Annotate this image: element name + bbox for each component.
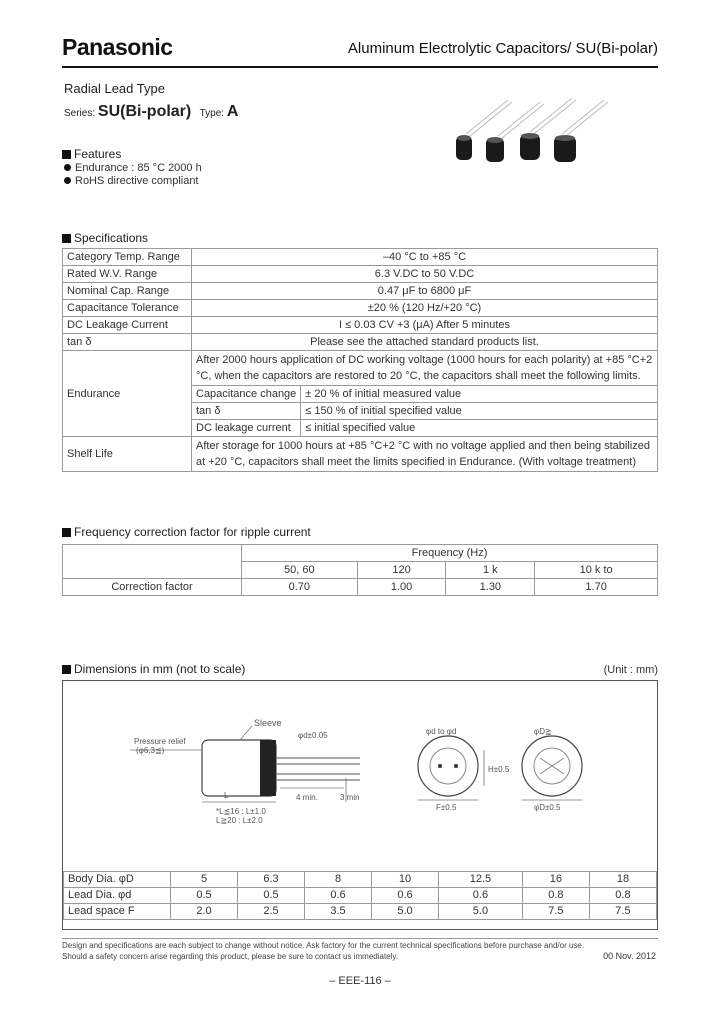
label-pressure-relief: Pressure relief (134, 737, 186, 746)
brand-logo: Panasonic (62, 34, 173, 60)
label-pressure-relief-sub: (φ6.3≦) (136, 746, 165, 755)
square-bullet-icon (62, 665, 71, 674)
dim-value: 5.0 (439, 904, 523, 920)
label-right-F: φD±0.5 (534, 803, 561, 812)
dim-value: 7.5 (589, 904, 656, 920)
frequency-column: 50, 60 (242, 562, 358, 579)
type-label: Type: (199, 108, 225, 119)
spec-label: tan δ (63, 334, 192, 351)
bullet-icon (64, 177, 71, 184)
footer-date: 00 Nov. 2012 (603, 951, 656, 961)
dim-value: 0.6 (372, 888, 439, 904)
dim-value: 18 (589, 872, 656, 888)
spec-value: –40 °C to +85 °C (192, 249, 658, 266)
label-length-tol-1: *L≦16 : L±1.0 (216, 807, 266, 816)
limit-item: DC leakage current (192, 420, 301, 437)
spec-value: ±20 % (120 Hz/+20 °C) (192, 300, 658, 317)
dim-value: 7.5 (522, 904, 589, 920)
label-three-min: 3 min (340, 793, 360, 802)
label-position-F: F±0.5 (436, 803, 457, 812)
page-title: Aluminum Electrolytic Capacitors/ SU(Bi-polar) (347, 40, 658, 57)
dim-value: 0.8 (589, 888, 656, 904)
label-sleeve: Sleeve (254, 718, 282, 728)
lead-type: Radial Lead Type (64, 81, 165, 96)
empty-cell (63, 545, 242, 579)
features-heading: Features (62, 147, 121, 161)
label-position-dia: φd to φd (426, 727, 457, 736)
frequency-table (62, 544, 658, 596)
spec-label: Category Temp. Range (63, 249, 192, 266)
dim-label: Lead Dia. φd (64, 888, 171, 904)
label-length-tol-2: L≧20 : L±2.0 (216, 816, 263, 825)
footer-notes (62, 940, 584, 962)
table-row (64, 904, 657, 920)
shelf-life-text: After storage for 1000 hours at +85 °C+2 °C with no voltage applied and then being stabilized at +20 °C, capacitors shall meet the limits specified in Endurance. (With voltage treatment) (192, 437, 658, 472)
dim-value: 0.5 (171, 888, 238, 904)
page-number: – EEE-116 – (329, 975, 391, 987)
specifications-heading: Specifications (62, 231, 148, 245)
table-row (63, 317, 658, 334)
dim-value: 0.6 (439, 888, 523, 904)
spec-label: Nominal Cap. Range (63, 283, 192, 300)
dim-value: 0.6 (305, 888, 372, 904)
square-bullet-icon (62, 234, 71, 243)
dim-value: 2.0 (171, 904, 238, 920)
table-row (63, 249, 658, 266)
series-label: Series: (64, 108, 96, 119)
series-name: SU(Bi-polar) (97, 103, 192, 120)
endurance-label: Endurance (63, 351, 192, 437)
series-line (64, 103, 238, 121)
dimensions-heading: Dimensions in mm (not to scale) (62, 662, 245, 676)
limit-value: ± 20 % of initial measured value (301, 386, 658, 403)
dim-value: 8 (305, 872, 372, 888)
dim-value: 12.5 (439, 872, 523, 888)
table-row (63, 437, 658, 472)
spec-value: Please see the attached standard products list. (192, 334, 658, 351)
capacitor-photo (450, 96, 610, 166)
dim-value: 5 (171, 872, 238, 888)
frequency-header: Frequency (Hz) (242, 545, 658, 562)
correction-value: 1.30 (446, 579, 535, 596)
frequency-heading: Frequency correction factor for ripple current (62, 525, 311, 539)
label-min-length: 4 min. (296, 793, 318, 802)
dim-value: 16 (522, 872, 589, 888)
frequency-column: 120 (357, 562, 446, 579)
correction-label: Correction factor (63, 579, 242, 596)
specifications-table (62, 248, 658, 472)
dim-label: Body Dia. φD (64, 872, 171, 888)
correction-value: 1.70 (535, 579, 658, 596)
bullet-icon (64, 164, 71, 171)
feature-item: Endurance : 85 °C 2000 h (64, 162, 202, 174)
footer-note-2: Should a safety concern arise regarding this product, please be sure to contact us immediately. (62, 952, 399, 961)
header-rule (62, 66, 658, 68)
limit-value: ≤ 150 % of initial specified value (301, 403, 658, 420)
table-row (63, 266, 658, 283)
dimension-drawing (130, 716, 630, 866)
limit-item: Capacitance change (192, 386, 301, 403)
frequency-column: 1 k (446, 562, 535, 579)
footer-note-1: Design and specifications are each subject to change without notice. Ask factory for the current technical specifications before purchase and/or use. (62, 941, 585, 950)
dim-value: 10 (372, 872, 439, 888)
type-value: A (226, 103, 239, 120)
spec-label: Rated W.V. Range (63, 266, 192, 283)
spec-value: 6.3 V.DC to 50 V.DC (192, 266, 658, 283)
label-length: L (224, 791, 229, 800)
label-right-dia: φD≧ (534, 727, 552, 736)
table-row (63, 579, 658, 596)
spec-value: I ≤ 0.03 CV +3 (μA) After 5 minutes (192, 317, 658, 334)
table-row (63, 351, 658, 386)
table-row (64, 888, 657, 904)
table-row (63, 283, 658, 300)
dim-value: 0.5 (238, 888, 305, 904)
dim-value: 3.5 (305, 904, 372, 920)
square-bullet-icon (62, 150, 71, 159)
spec-label: DC Leakage Current (63, 317, 192, 334)
shelf-life-label: Shelf Life (63, 437, 192, 472)
dim-value: 5.0 (372, 904, 439, 920)
square-bullet-icon (62, 528, 71, 537)
label-height: H±0.5 (488, 765, 510, 774)
table-row (64, 872, 657, 888)
dim-value: 2.5 (238, 904, 305, 920)
dimensions-table (63, 871, 657, 920)
endurance-text: After 2000 hours application of DC working voltage (1000 hours for each polarity) at +85 °C+2 °C, when the capacitors are restored to 20 °C, the capacitors shall meet the following limits. (192, 351, 658, 386)
table-row (63, 334, 658, 351)
feature-item: RoHS directive compliant (64, 175, 199, 187)
correction-value: 1.00 (357, 579, 446, 596)
frequency-column: 10 k to (535, 562, 658, 579)
spec-value: 0.47 μF to 6800 μF (192, 283, 658, 300)
dim-label: Lead space F (64, 904, 171, 920)
dim-value: 6.3 (238, 872, 305, 888)
correction-value: 0.70 (242, 579, 358, 596)
limit-item: tan δ (192, 403, 301, 420)
table-row (63, 300, 658, 317)
limit-value: ≤ initial specified value (301, 420, 658, 437)
label-lead-dia: φd±0.05 (298, 731, 328, 740)
spec-label: Capacitance Tolerance (63, 300, 192, 317)
table-row (63, 545, 658, 562)
footer-rule (62, 938, 658, 939)
dim-value: 0.8 (522, 888, 589, 904)
unit-label: (Unit : mm) (603, 664, 658, 676)
